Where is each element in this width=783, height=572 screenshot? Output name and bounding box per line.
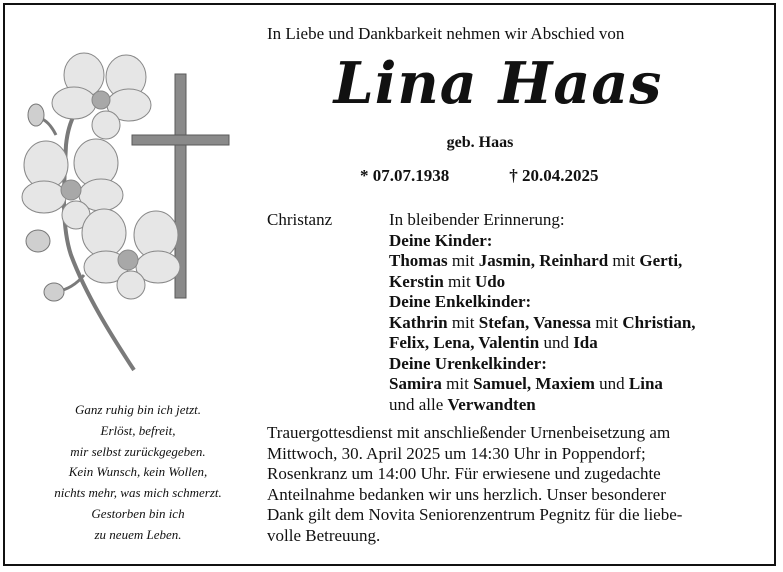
connector: mit — [446, 374, 469, 393]
connector: mit — [451, 312, 475, 332]
mourner-name: Verwandten — [447, 394, 536, 414]
mourner-name: Gerti, — [639, 251, 683, 270]
announcement-line: Anteilnahme bedanken wir uns herzlich. Unser besonderer — [267, 484, 666, 504]
poem-line: zu neuem Leben. — [94, 526, 182, 542]
poem-line: Ganz ruhig bin ich jetzt. — [74, 402, 202, 417]
life-dates — [360, 166, 599, 186]
mourner-name: Udo — [474, 271, 506, 291]
poem-line: mir selbst zurückgegeben. — [70, 443, 206, 459]
connector: mit — [595, 312, 619, 332]
great-grandchildren-heading: Deine Urenkelkinder: — [389, 353, 547, 373]
orchid-flower — [52, 53, 151, 139]
announcement-line: Trauergottesdienst mit anschließender Urnenbeisetzung am — [267, 423, 671, 442]
maiden-name: geb. Haas — [446, 134, 514, 151]
poem-line: nichts mehr, was mich schmerzt. — [54, 485, 222, 501]
mourner-name: Kerstin — [389, 271, 444, 291]
memorial-poem — [28, 400, 248, 546]
place-name: Christanz — [267, 210, 333, 229]
cross-icon-horizontal — [132, 135, 229, 145]
mourner-name: Thomas — [389, 251, 448, 270]
mourner-name: Felix, Lena, Valentin — [389, 333, 540, 352]
birth-date: * 07.07.1938 — [360, 166, 450, 185]
children-heading: Deine Kinder: — [389, 230, 493, 250]
connector: mit — [451, 251, 475, 270]
service-announcement — [267, 423, 747, 546]
poem-line: Kein Wunsch, kein Wollen, — [68, 464, 208, 480]
announcement-line: Rosenkranz um 14:00 Uhr. Für erwiesene und zugedachte — [267, 464, 661, 483]
mourner-name: Kathrin — [389, 312, 448, 332]
intro-line: In Liebe und Dankbarkeit nehmen wir Abschied von — [267, 24, 625, 43]
mourner-name: Christian, — [622, 312, 696, 332]
poem-line: Gestorben bin ich — [91, 505, 185, 521]
orchid-cross-illustration — [16, 45, 241, 385]
orchid-bud — [44, 283, 64, 301]
mourners-list — [389, 210, 696, 415]
orchid-bud — [28, 104, 44, 126]
death-date: † 20.04.2025 — [509, 166, 599, 185]
connector: und — [543, 333, 569, 352]
orchid-flower — [82, 209, 180, 299]
connector: mit — [612, 251, 636, 270]
grandchildren-heading: Deine Enkelkinder: — [389, 292, 532, 311]
announcement-line: volle Betreuung. — [267, 525, 381, 545]
mourner-name: Jasmin, Reinhard — [478, 251, 609, 270]
mourner-name: Lina — [628, 374, 663, 393]
orchid-bud — [26, 230, 50, 252]
mourner-name: Stefan, Vanessa — [478, 312, 592, 332]
connector: und alle — [389, 394, 444, 414]
connector: mit — [448, 271, 471, 291]
mourner-name: Samuel, Maxiem — [473, 374, 595, 393]
announcement-line: Dank gilt dem Novita Seniorenzentrum Pegnitz für die liebe- — [267, 505, 683, 524]
mourner-name: Samira — [389, 374, 442, 393]
mourner-name: Ida — [573, 333, 598, 352]
remembrance-line: In bleibender Erinnerung: — [389, 210, 565, 229]
deceased-name: Lina Haas — [333, 50, 663, 117]
announcement-line: Mittwoch, 30. April 2025 um 14:30 Uhr in Poppendorf; — [267, 443, 646, 463]
poem-line: Erlöst, befreit, — [100, 422, 176, 438]
connector: und — [599, 374, 625, 393]
